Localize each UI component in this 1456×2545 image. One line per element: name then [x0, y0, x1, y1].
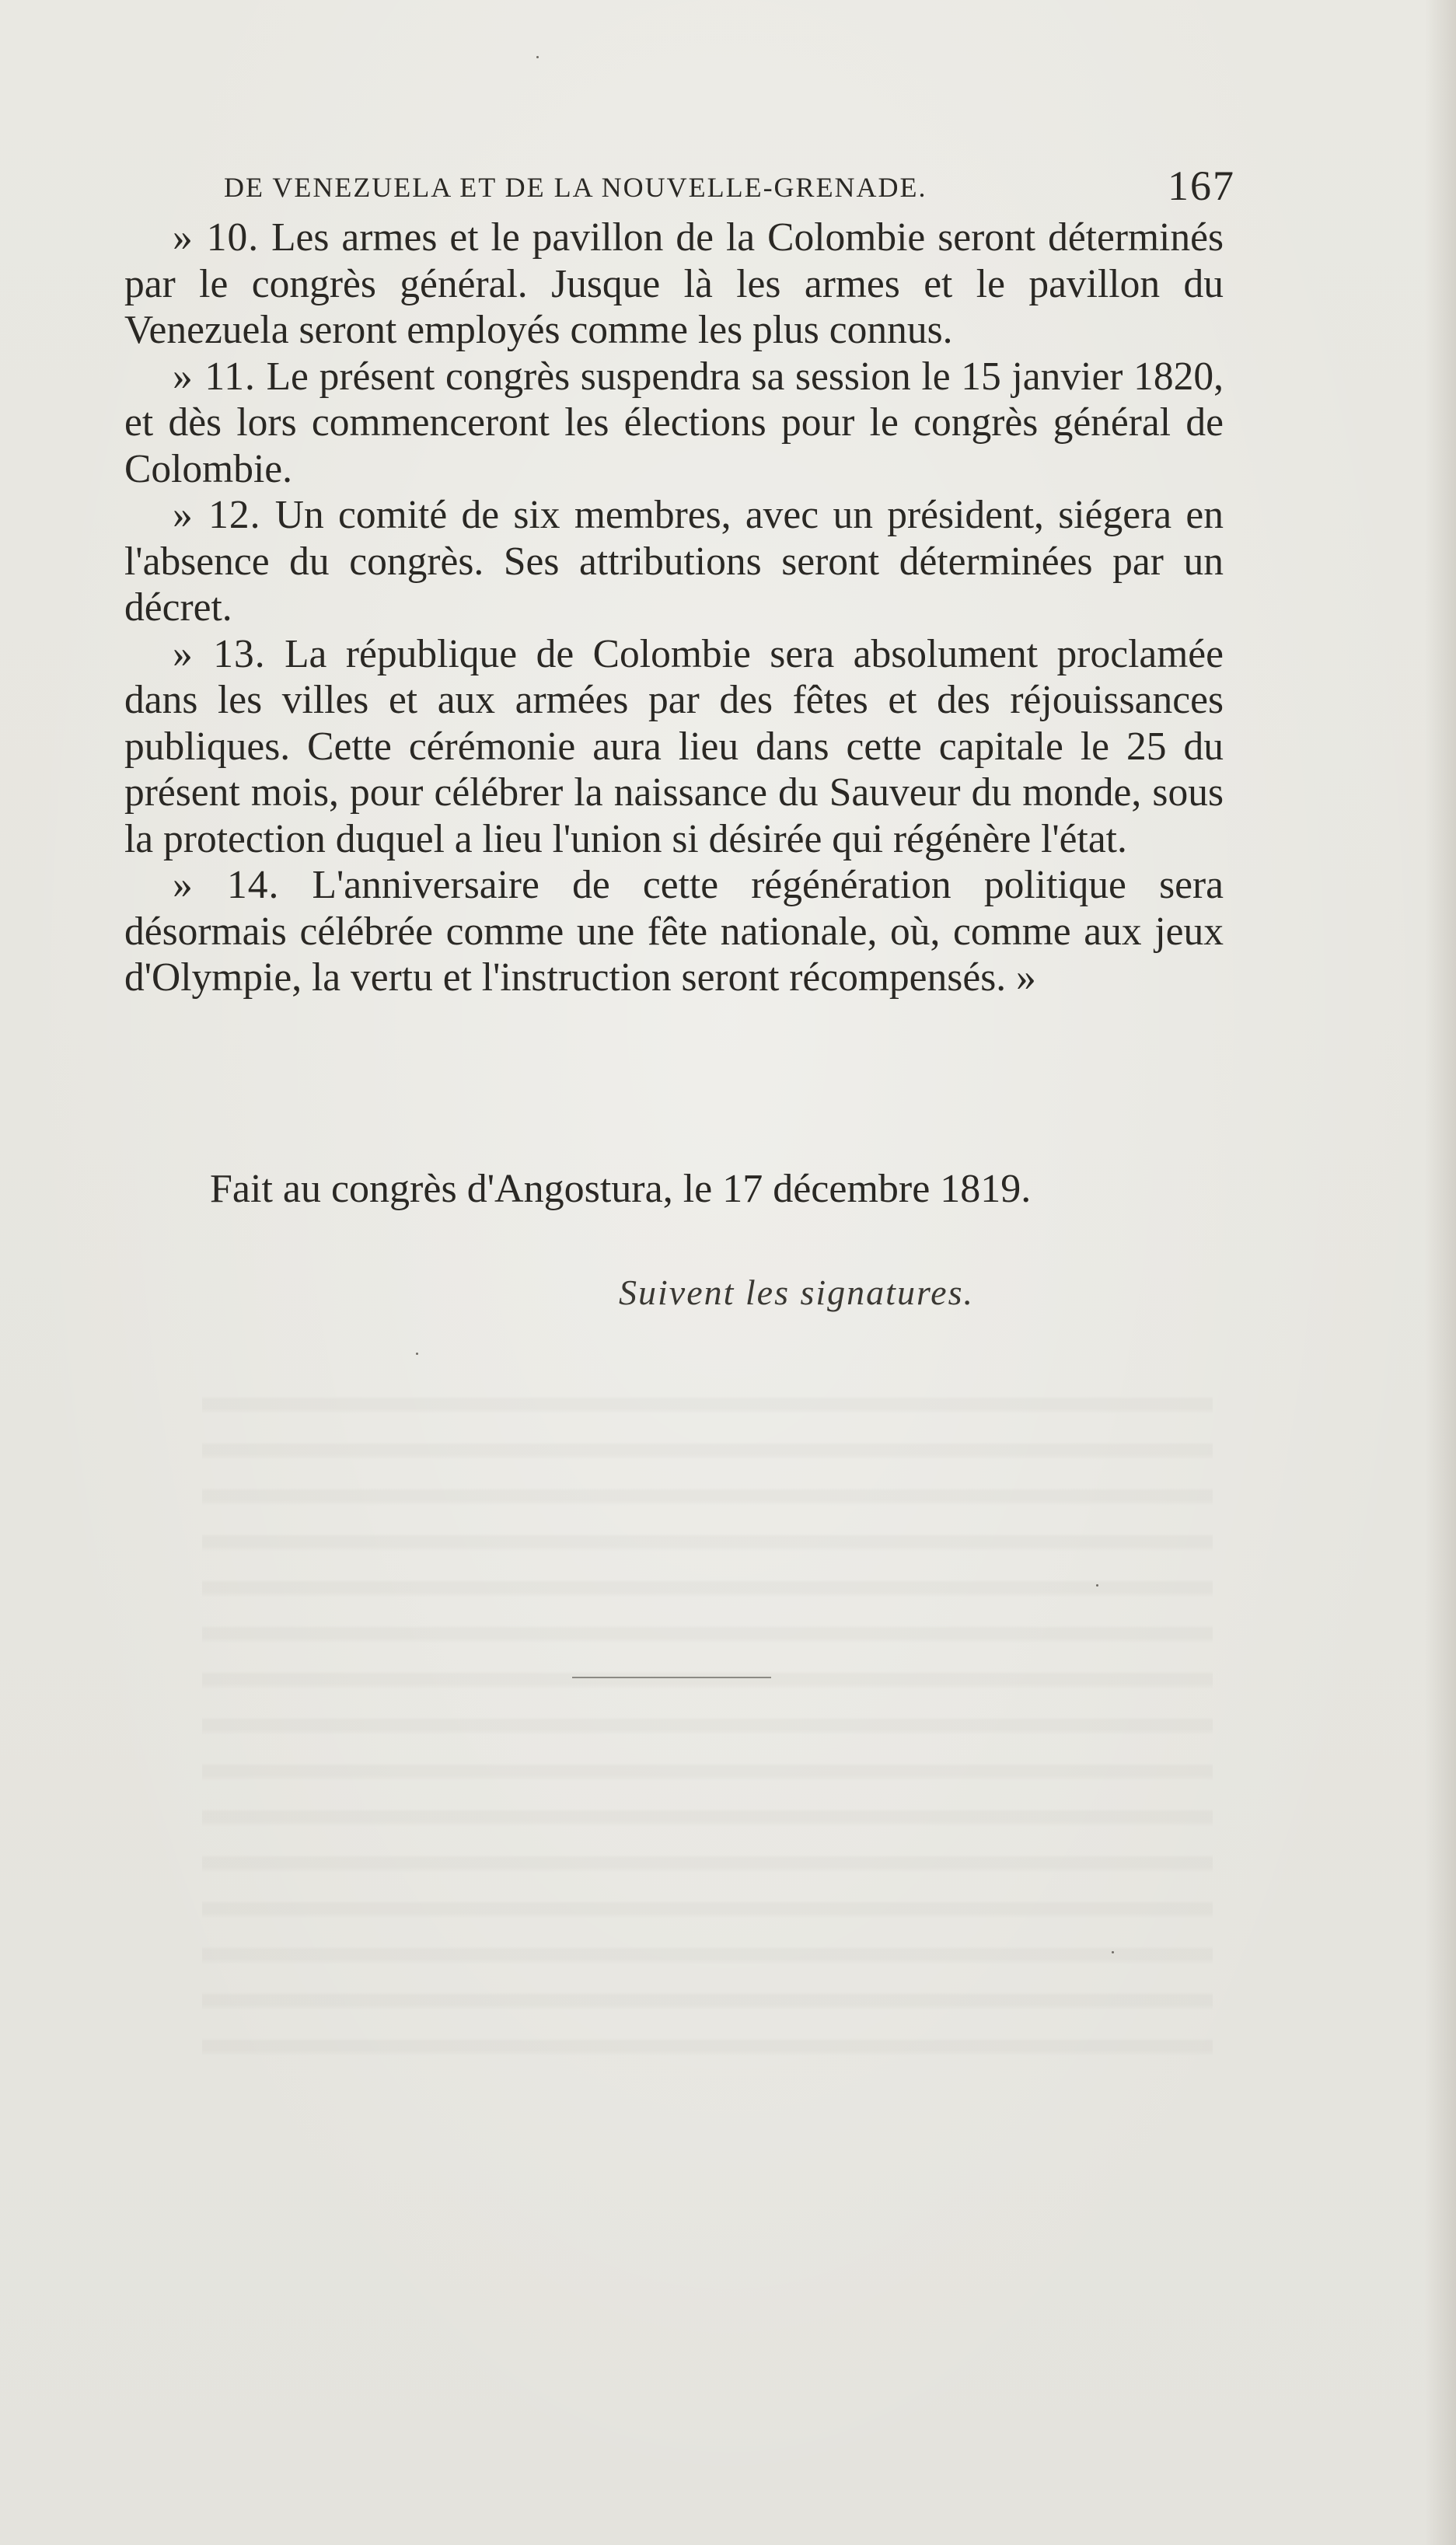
paper-speck — [536, 56, 539, 58]
article-text: L'anniversaire de cette régénération politique sera désormais célébrée comme une fête nationale, où, comme aux jeux d'Olympie, la vertu et l'instruction seront récompensés. » — [124, 863, 1224, 1000]
running-head — [0, 162, 1456, 213]
signoff-line: Fait au congrès d'Angostura, le 17 décembre 1819. — [210, 1167, 1032, 1211]
section-rule — [572, 1677, 771, 1678]
article-text: Les armes et le pavillon de la Colombie seront déterminés par le congrès général. Jusque là les armes et le pavillon du Venezuela seront employés comme les plus connus. — [124, 215, 1224, 352]
article-number: » 13. — [173, 631, 266, 676]
article-number: » 11. — [173, 354, 256, 399]
article-text: Un comité de six membres, avec un président, siégera en l'absence du congrès. Ses attributions seront déterminées par un décret. — [124, 493, 1224, 630]
article-number: » 14. — [173, 863, 280, 907]
article-13 — [124, 631, 1224, 863]
page-gutter-shadow — [1425, 0, 1456, 2545]
signatures-note: Suivent les signatures. — [619, 1272, 974, 1312]
running-head-title: DE VENEZUELA ET DE LA NOUVELLE-GRENADE. — [224, 172, 927, 203]
article-number: » 10. — [173, 215, 260, 260]
article-number: » 12. — [173, 493, 261, 537]
show-through-text — [202, 1368, 1213, 2068]
article-11 — [124, 354, 1224, 493]
article-list — [124, 215, 1224, 1001]
article-12 — [124, 492, 1224, 631]
paper-speck — [1096, 1584, 1098, 1587]
article-10 — [124, 215, 1224, 354]
article-text: La république de Colombie sera absolument proclamée dans les villes et aux armées par des fêtes et des réjouissances publiques. Cette cérémonie aura lieu dans cette capitale le 25 du présent mois, pour célébrer la naissance du Sauveur du monde, sous la protection duquel a lieu l'union si désirée qui régénère l'état. — [124, 631, 1224, 861]
page-number: 167 — [1168, 162, 1235, 209]
paper-speck — [416, 1353, 418, 1355]
article-14 — [124, 862, 1224, 1001]
article-text: Le présent congrès suspendra sa session le 15 janvier 1820, et dès lors commenceront les élections pour le congrès général de Colombie. — [124, 354, 1224, 491]
paper-speck — [1112, 1951, 1114, 1953]
